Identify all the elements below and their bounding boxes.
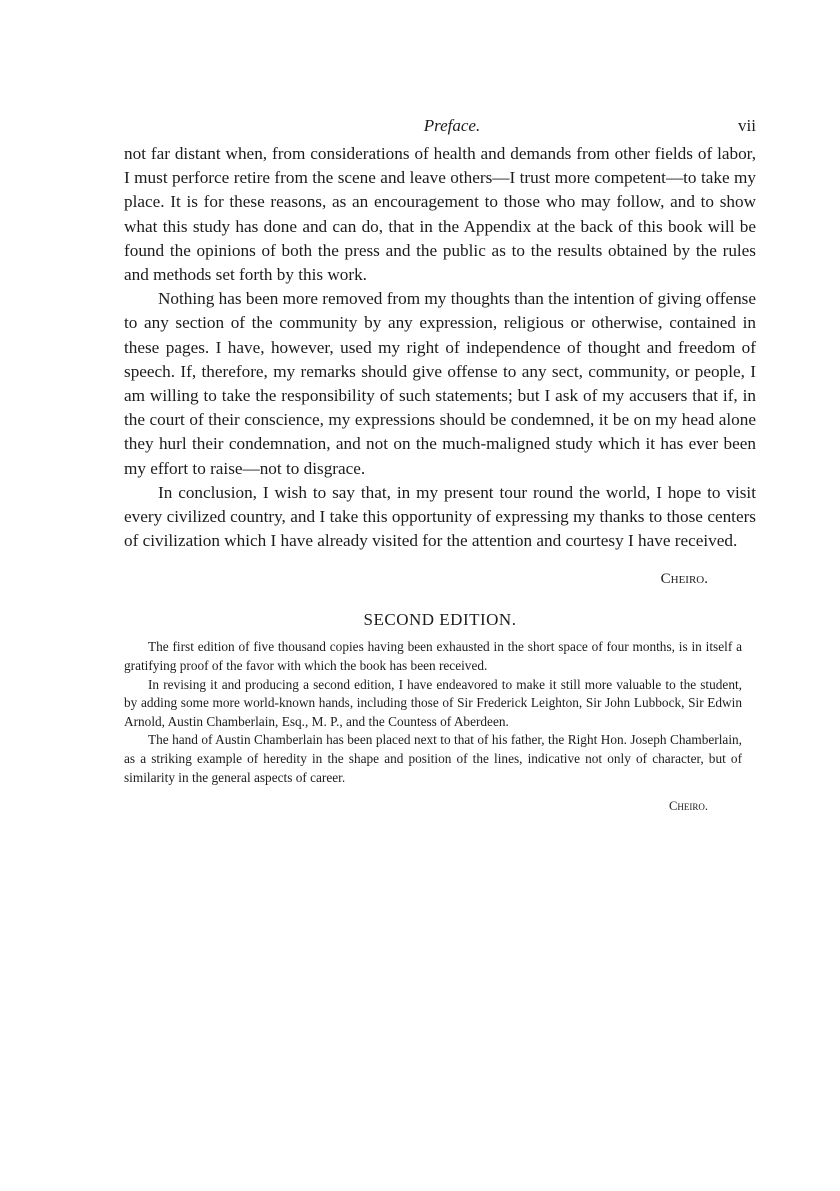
preface-paragraph-3: In conclusion, I wish to say that, in my present tour round the world, I hope to visit every civilized country, and I take this opportunity of expressing my thanks to those centers of civilization which I have already visited for the attention and courtesy I have received.: [124, 482, 756, 551]
book-page: [124, 112, 756, 814]
second-edition-paragraph-3: The hand of Austin Chamberlain has been placed next to that of his father, the Right Hon. Joseph Chamberlain, as a striking example of heredity in the shape and position of the lines, indicative not only of character, but of similarity in the general aspects of career.: [124, 732, 742, 785]
running-title: Preface.: [423, 116, 481, 135]
preface-body: [124, 142, 756, 553]
preface-signature: Cheiro.: [660, 571, 708, 588]
second-edition-paragraph-2: In revising it and producing a second edition, I have endeavored to make it still more valuable to the student, by adding some more world-known hands, including those of Sir Frederick Leighton, Sir John Lubbock, Sir Edwin Arnold, Austin Chamberlain, Esq., M. P., and the Countess of Aberdeen.: [124, 676, 742, 729]
second-edition-paragraph-1: The first edition of five thousand copies having been exhausted in the short space of four months, is in itself a gratifying proof of the favor with which the book has been received.: [124, 639, 742, 674]
second-edition-body: [124, 638, 742, 787]
running-head: [124, 112, 756, 142]
page-number: vii: [738, 116, 756, 135]
second-edition-signature: Cheiro.: [669, 799, 708, 814]
preface-paragraph-2: Nothing has been more removed from my thoughts than the intention of giving offense to any section of the community by any expression, religious or otherwise, contained in these pages. I have, however, used my right of independence of thought and freedom of speech. If, therefore, my remarks should give offense to any sect, community, or people, I am willing to take the responsibility of such statements; but I ask of my accusers that if, in the court of their conscience, my expressions should be condemned, it be on my head alone they hurl their condemnation, and not on the much-maligned study which it has ever been my effort to raise—not to disgrace.: [124, 289, 756, 478]
second-edition-heading: SECOND EDITION.: [363, 610, 517, 630]
preface-paragraph-1: not far distant when, from considerations of health and demands from other fields of labor, I must perforce retire from the scene and leave others—I trust more competent—to take my place. It is for these reasons, as an encouragement to those who may follow, and to show what this study has done and can do, that in the Appendix at the back of this book will be found the opinions of both the press and the public as to the results obtained by the rules and methods set forth by this work.: [124, 144, 756, 285]
